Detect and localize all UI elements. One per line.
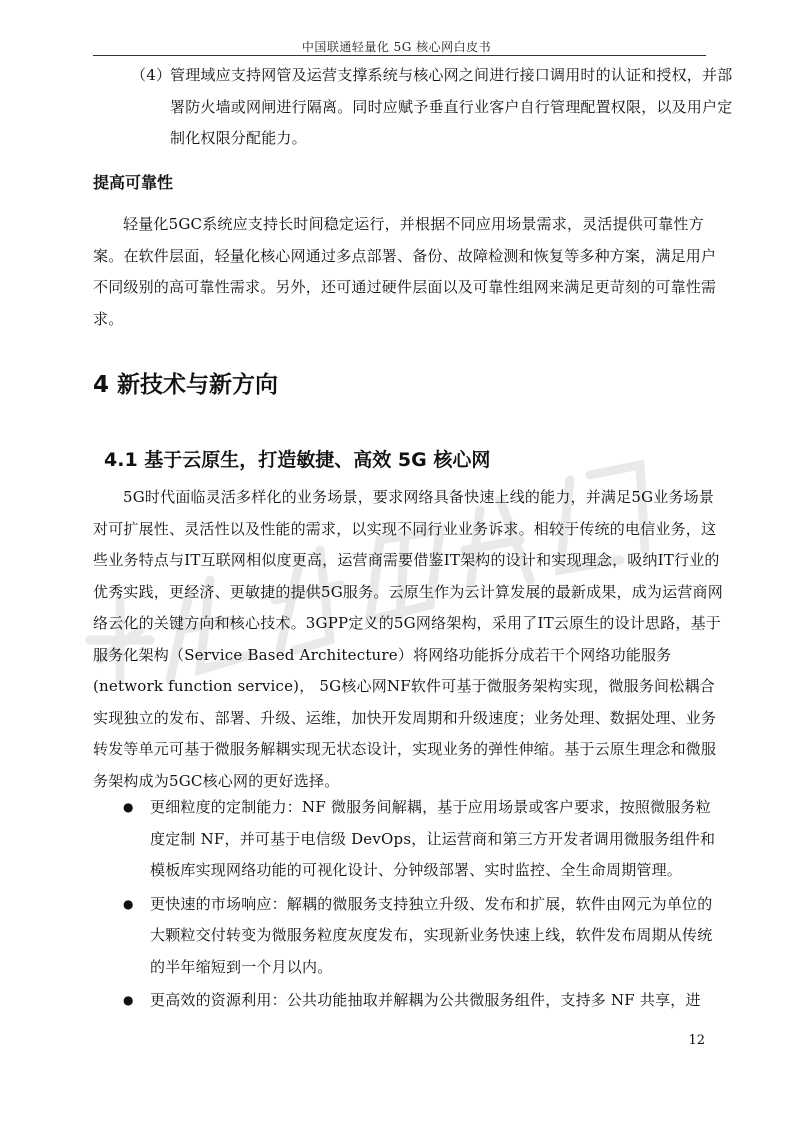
page-number: 12 bbox=[688, 1033, 705, 1048]
bullet-item bbox=[93, 792, 723, 887]
bullet-icon: ● bbox=[123, 993, 134, 1007]
subheading-reliability: 提高可靠性 bbox=[93, 173, 174, 192]
bullet-list bbox=[93, 792, 723, 1019]
list-item-4 bbox=[93, 60, 733, 155]
bullet-item bbox=[93, 985, 723, 1017]
bullet-icon: ● bbox=[123, 800, 134, 814]
list-item-number: （4） bbox=[131, 66, 172, 84]
header-divider bbox=[93, 55, 706, 56]
bullet-item bbox=[93, 889, 723, 984]
bullet-text: 更细粒度的定制能力：NF 微服务间解耦，基于应用场景或客户要求，按照微服务粒度定制 NF，并可基于电信级 DevOps，让运营商和第三方开发者调用微服务组件和模板库实现网络功能的可视化设计、分钟级部署、实时监控、全生命周期管理。 bbox=[150, 798, 716, 879]
section-4-heading: 4 新技术与新方向 bbox=[93, 372, 279, 398]
list-item-text: 管理域应支持网管及运营支撑系统与核心网之间进行接口调用时的认证和授权，并部署防火墙或网闸进行隔离。同时应赋予垂直行业客户自行管理配置权限，以及用户定制化权限分配能力。 bbox=[170, 66, 733, 147]
bullet-text: 更快速的市场响应：解耦的微服务支持独立升级、发布和扩展，软件由网元为单位的大颗粒交付转变为微服务粒度灰度发布，实现新业务快速上线，软件发布周期从传统的半年缩短到一个月以内。 bbox=[150, 894, 713, 976]
bullet-text: 更高效的资源利用：公共功能抽取并解耦为公共微服务组件，支持多 NF 共享，进 bbox=[150, 991, 701, 1009]
bullet-icon: ● bbox=[123, 896, 134, 911]
running-header: 中国联通轻量化 5G 核心网白皮书 bbox=[301, 40, 492, 54]
section-4-1-heading: 4.1 基于云原生，打造敏捷、高效 5G 核心网 bbox=[104, 449, 491, 471]
paragraph-cloud-native: 5G时代面临灵活多样化的业务场景，要求网络具备快速上线的能力，并满足5G业务场景对可扩展性、灵活性以及性能的需求，以实现不同行业业务诉求。相较于传统的电信业务，这些业务特点与IT互联网相似度更高，运营商需要借鉴IT架构的设计和实现理念，吸纳IT行业的优秀实践，更经济、更敏捷的提供5G服务。云原生作为云计算发展的最新成果，成为运营商网络云化的关键方向和核心技术。3GPP定义的5G网络架构，采用了IT云原生的设计思路，基于服务化架构（Service Based Architecture）将网络功能拆分成若干个网络功能服务(network function service)， 5G核心网NF软件可基于微服务架构实现，微服务间松耦合实现独立的发布、部署、升级、运维，加快开发周期和升级速度；业务处理、数据处理、业务转发等单元可基于微服务解耦实现无状态设计，实现业务的弹性伸缩。基于云原生理念和微服务架构成为5GC核心网的更好选择。 bbox=[93, 488, 723, 790]
paragraph-reliability: 轻量化5GC系统应支持长时间稳定运行，并根据不同应用场景需求，灵活提供可靠性方案。在软件层面，轻量化核心网通过多点部署、备份、故障检测和恢复等多种方案，满足用户不同级别的高可靠性需求。另外，还可通过硬件层面以及可靠性组网来满足更苛刻的可靠性需求。 bbox=[93, 215, 717, 328]
